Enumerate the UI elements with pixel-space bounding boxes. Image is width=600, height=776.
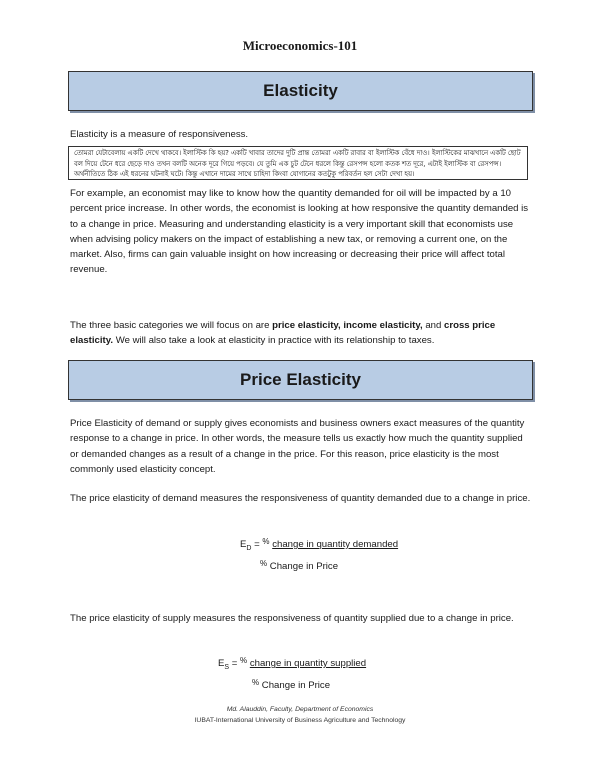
bangla-note-text: তোমরা যেটাবেলায় একটি দেখে থাকবে। ইলাস্টিক কি হয়? একটি খাবার তাদের দুটি প্রান্ত তোমরা একটি রাবার বা ইলাস্টিক বেঁধে দাও। ইলাস্টিকের মাঝখানে একটি ছোট বল দিয়ে টেনে ধরে ছেড়ে দাও তখন বলটি অনেক দূরে গিয়ে পড়বে। যে তুমি এক চুট টেনে ধরলে কিন্তু রেসপন্স হলো কতক শত দূরে, এটাই ইলাস্টিক বা রেসপন্স। অর্থনীতিতে ঠিক এই ধরনের ঘটনাই ঘটে। কিন্তু এখানে দামের সাথে চাহিদা কিংবা যোগানের কতটুকু পরিবর্তন হল সেটা দেখা হয়।	[74, 149, 521, 178]
bangla-note-box	[68, 146, 528, 180]
formula-supply-denominator: Change in Price	[261, 679, 331, 691]
section-banner-elasticity	[68, 71, 533, 111]
formula-demand-denominator: Change in Price	[269, 560, 339, 572]
price-elasticity-paragraph-2: The price elasticity of demand measures the responsiveness of quantity demanded due to a change in price.	[70, 493, 531, 504]
section-title: Price Elasticity	[240, 370, 361, 389]
elasticity-intro: Elasticity is a measure of responsiveness.	[70, 129, 249, 140]
price-elasticity-paragraph-1: Price Elasticity of demand or supply gives economists and business owners exact measures of the quantity response to a change in price. In other words, the measure tells us exactly how much the quantity supplied or demanded changes as a result of a change in the price. For this reason, price elasticity is the most commonly used elasticity concept.	[70, 418, 525, 475]
footer-author: Md. Alauddin, Faculty, Department of Economics	[226, 706, 374, 713]
price-elasticity-paragraph-3: The price elasticity of supply measures the responsiveness of quantity supplied due to a change in price.	[70, 613, 514, 624]
footer-institution: IUBAT-International University of Business Agriculture and Technology	[194, 717, 406, 724]
section-banner-price-elasticity	[68, 360, 533, 400]
formula-supply-numerator: change in quantity supplied	[249, 658, 367, 669]
elasticity-paragraph-1: For example, an economist may like to know how the quantity demanded for oil will be impacted by a 10 percent price increase. In other words, the economist is looking at how responsive the quantity demanded is to a change in price. Measuring and understanding elasticity is a very important skill that economists use when advising policy makers on the impact of establishing a new tax, or removing a current one, on the market. Also, firms can gain valuable insight on how increasing or decreasing their price will affect total revenue.	[70, 188, 529, 276]
formula-supply: $E_S = ^{\%}$ change in quantity supplied % Change in Price	[218, 656, 367, 691]
section-title: Elasticity	[263, 81, 338, 100]
formula-demand: $E_D = ^{\%}$ change in quantity demanded % Change in Price	[240, 537, 399, 572]
formula-demand-numerator: change in quantity demanded	[272, 539, 399, 550]
elasticity-paragraph-2: The three basic categories we will focus on are price elasticity, income elasticity, and cross price elasticity. We will also take a look at elasticity in practice with its relationship to taxes.	[70, 320, 496, 347]
page-header-title: Microeconomics-101	[242, 38, 358, 53]
